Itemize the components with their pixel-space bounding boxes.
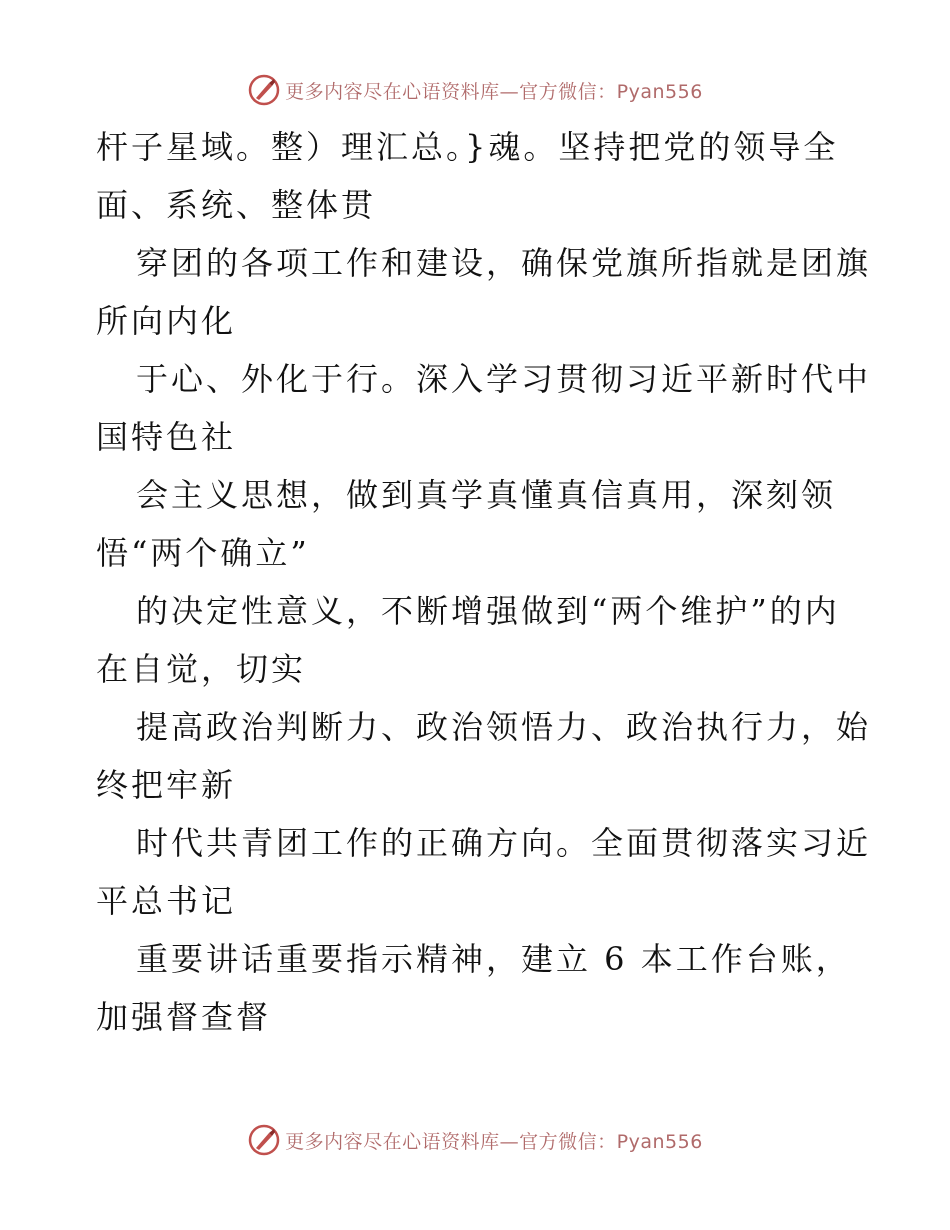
text-line: 终把牢新: [96, 766, 237, 804]
text-line: 重要讲话重要指示精神，建立 6 本工作台账，: [136, 940, 851, 978]
text-line: 国特色社: [96, 418, 237, 456]
text-line: 加强督查督: [96, 998, 272, 1036]
text-line: 杆子星域。整）理汇总。}魂。坚持把党的领导全: [96, 128, 839, 166]
banner-text: 更多内容尽在心语资料库—官方微信：Pyan556: [285, 80, 703, 103]
banner-text: 更多内容尽在心语资料库—官方微信：Pyan556: [285, 1130, 703, 1153]
text-line: 在自觉，切实: [96, 650, 307, 688]
header-watermark-banner: [0, 70, 950, 110]
footer-watermark-banner: [0, 1120, 950, 1160]
text-line: 的决定性意义，不断增强做到“两个维护”的内: [136, 592, 840, 630]
text-line: 时代共青团工作的正确方向。全面贯彻落实习近: [136, 824, 872, 862]
text-line: 于心、外化于行。深入学习贯彻习近平新时代中: [136, 360, 872, 398]
text-line: 悟“两个确立”: [96, 534, 310, 572]
document-body: [96, 118, 886, 1046]
text-line: 所向内化: [96, 302, 237, 340]
text-line: 穿团的各项工作和建设，确保党旗所指就是团旗: [136, 244, 872, 282]
quill-pen-icon: [247, 73, 281, 107]
text-line: 会主义思想，做到真学真懂真信真用，深刻领: [136, 476, 837, 514]
text-line: 面、系统、整体贯: [96, 186, 377, 224]
text-line: 平总书记: [96, 882, 237, 920]
text-line: 提高政治判断力、政治领悟力、政治执行力，始: [136, 708, 872, 746]
quill-pen-icon: [247, 1123, 281, 1157]
